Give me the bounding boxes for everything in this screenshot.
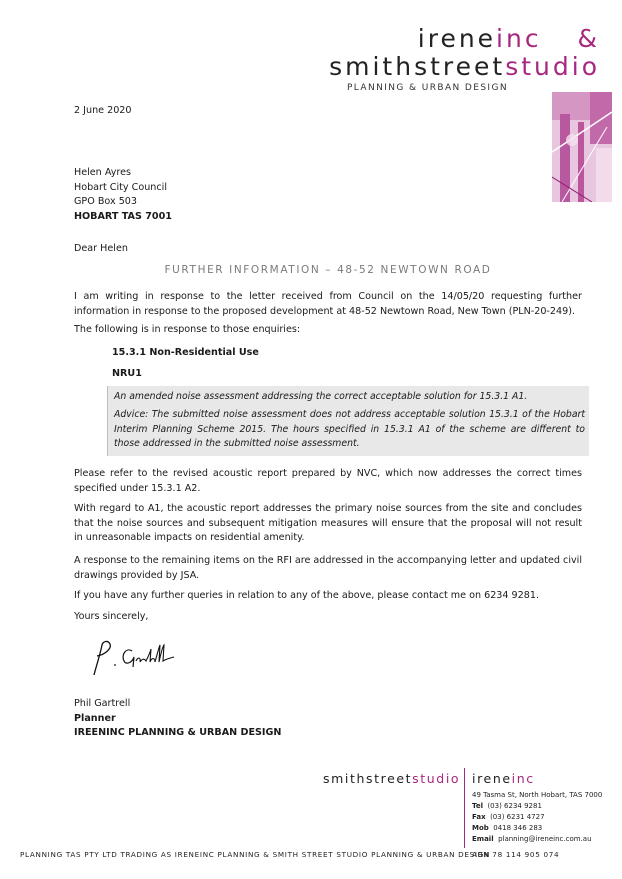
signatory-title: Planner [74, 712, 116, 724]
paragraph-a1: With regard to A1, the acoustic report addresses the primary noise sources from the site and concludes that the noise sources and subsequent mitigation measures will ensure that the proposal will not result in unreasonable impacts on residential amenity. [74, 503, 582, 544]
logo-irene: irene [417, 24, 497, 53]
signatory-company: IREENINC PLANNING & URBAN DESIGN [74, 727, 282, 739]
footer-address: 49 Tasma St, North Hobart, TAS 7000 [472, 791, 603, 799]
paragraph-intro: I am writing in response to the letter received from Council on the 14/05/20 requesting further information in response to the proposed development at 48-52 Newtown Road, New Town (PLN-20-249). [74, 291, 582, 317]
footer-brand-right: ireneinc [472, 771, 535, 786]
letterhead-photo [552, 92, 612, 202]
logo-inc: inc [496, 24, 542, 53]
footer-email-link[interactable]: planning@ireneinc.com.au [498, 835, 592, 843]
footer-tel: Tel (03) 6234 9281 [472, 802, 542, 810]
paragraph-contact: If you have any further queries in relation to any of the above, please contact me on 6234 9281. [74, 590, 540, 601]
signatory-block [74, 697, 281, 741]
logo-studio: studio [505, 52, 600, 81]
salutation: Dear Helen [74, 243, 128, 254]
recipient-block [74, 166, 172, 224]
paragraph-rfi: A response to the remaining items on the RFI are addressed in the accompanying letter and updated civil drawings provided by JSA. [74, 555, 582, 581]
footer-divider [464, 768, 465, 848]
footer-trading-name: PLANNING TAS PTY LTD TRADING AS IRENEINC PLANNING & SMITH STREET STUDIO PLANNING & URBAN DESIGN [20, 850, 491, 859]
letterhead-logo-line1 [418, 24, 600, 53]
recipient-name: Helen Ayres [74, 167, 132, 178]
quote-advice: Advice: The submitted noise assessment does not address acceptable solution 15.3.1 of the Hobart Interim Planning Scheme 2015. The hours specified in 15.3.1 A1 of the scheme are different to those addressed in the submitted noise assessment. [114, 409, 585, 450]
letter-date: 2 June 2020 [74, 105, 132, 116]
subsection-heading: NRU1 [112, 368, 142, 379]
council-request-quote [107, 386, 589, 456]
paragraph-acoustic-report: Please refer to the revised acoustic report prepared by NVC, which now addresses the correct times specified under 15.3.1 A2. [74, 468, 582, 494]
paragraph-following: The following is in response to those enquiries: [74, 324, 301, 335]
letterhead-subtitle: PLANNING & URBAN DESIGN [346, 83, 508, 93]
recipient-box: GPO Box 503 [74, 196, 138, 208]
logo-ampersand: & [577, 24, 600, 53]
recipient-city: HOBART TAS 7001 [74, 210, 172, 222]
footer-contact [472, 790, 602, 845]
letterhead-logo-line2 [329, 52, 600, 81]
footer-fax: Fax (03) 6231 4727 [472, 813, 545, 821]
footer-brand-left: smithstreetstudio [323, 771, 461, 786]
section-heading: 15.3.1 Non-Residential Use [112, 347, 259, 358]
signatory-name: Phil Gartrell [74, 698, 131, 709]
footer-abn: ABN 78 114 905 074 [472, 850, 560, 859]
closing: Yours sincerely, [74, 611, 149, 622]
recipient-org: Hobart City Council [74, 181, 167, 193]
quote-request: An amended noise assessment addressing the correct acceptable solution for 15.3.1 A1. [114, 391, 528, 402]
subject-heading: FURTHER INFORMATION – 48-52 NEWTOWN ROAD [164, 264, 492, 276]
logo-smithstreet: smithstreet [329, 52, 506, 81]
footer-mob: Mob 0418 346 283 [472, 824, 543, 832]
footer-email: Email planning@ireneinc.com.au [472, 835, 592, 843]
signature [88, 637, 188, 683]
